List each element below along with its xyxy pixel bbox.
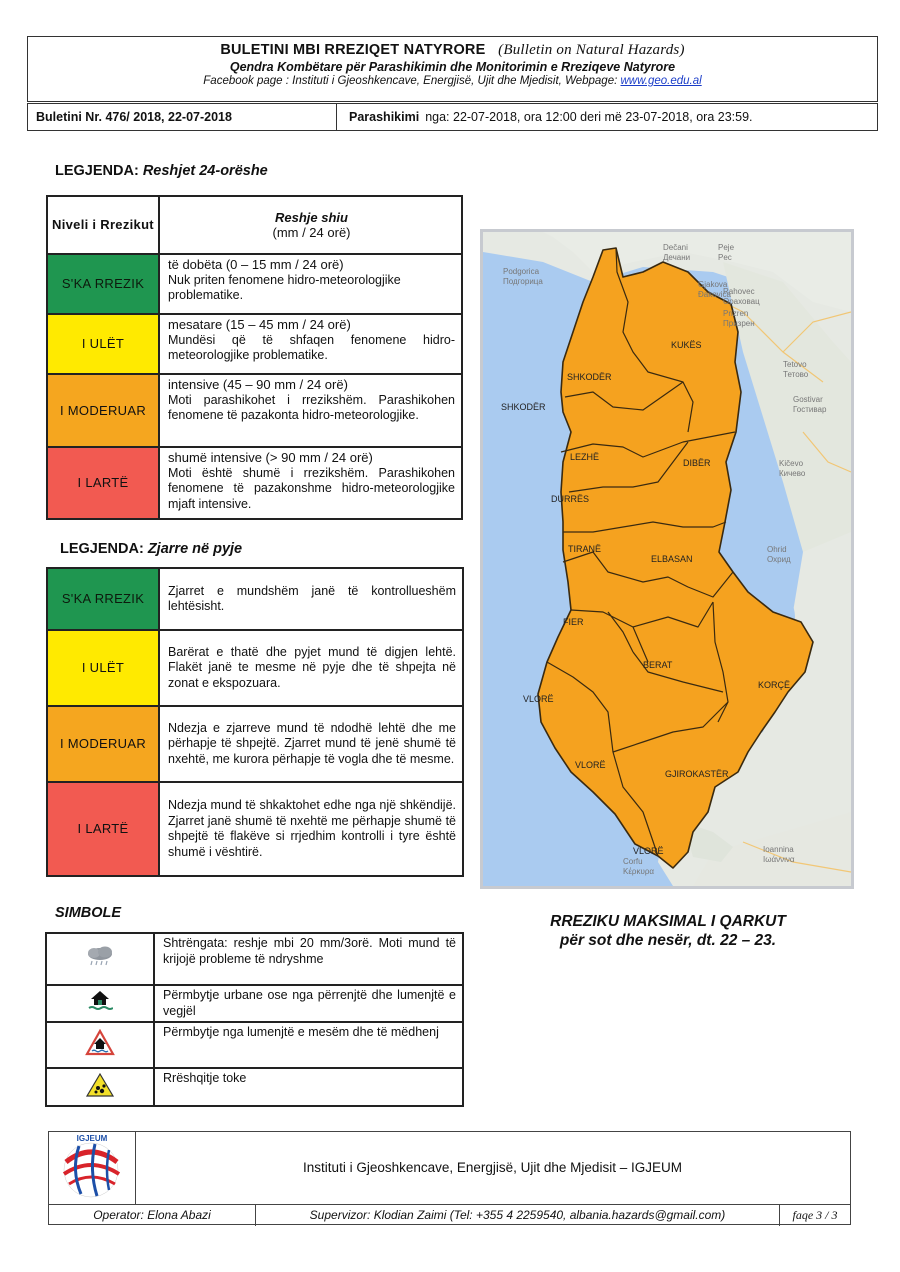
- facebook-line: Facebook page : Instituti i Gjeoshkencave, Energjisë, Ujit dhe Mjedisit, Webpage: www.geo.edu.al: [203, 75, 702, 87]
- place-gostivar: Gostivar: [793, 395, 823, 404]
- rain-level-low: I ULËT: [47, 314, 159, 374]
- label-vlore: VLORË: [523, 694, 554, 704]
- label-lezhe: LEZHË: [570, 452, 600, 462]
- bulletin-title: BULETINI MBI RREZIQET NATYRORE (Bulletin on Natural Hazards): [220, 42, 685, 58]
- place-pec: Pec: [718, 253, 732, 262]
- landslide-icon: [46, 1068, 154, 1106]
- river-flood-icon: [46, 1022, 154, 1068]
- fire-desc-moderate: Ndezja e zjarreve mund të ndodhë lehtë dhe me përhapje të shpejtë. Zjarret mund të jenë shumë të nxehtë, me kurora përhapje të vogla dhe të mesme.: [159, 706, 463, 782]
- rain-legend-table: [46, 195, 463, 520]
- place-prizren: Prizren: [723, 309, 749, 318]
- forecast-period: Parashikimi nga: 22-07-2018, ora 12:00 deri më 23-07-2018, ora 23:59.: [349, 110, 753, 124]
- fire-legend-table: [46, 567, 464, 877]
- fire-legend-title: LEGJENDA: Zjarre në pyje: [60, 541, 243, 557]
- fire-desc-high: Ndezja mund të shkaktohet edhe nga një shkëndijë. Zjarret janë shumë të nxehtë me përhapje shumë të shpejtë të flakëve si rrjedhim kontrolli i tyre është shumë i vështirë.: [159, 782, 463, 876]
- bulletin-title-en: (Bulletin on Natural Hazards): [498, 42, 685, 58]
- label-elbasan: ELBASAN: [651, 554, 693, 564]
- supervisor: Supervizor: Klodian Zaimi (Tel: +355 4 2259540, albania.hazards@gmail.com): [256, 1205, 780, 1226]
- symbols-title: SIMBOLE: [55, 905, 122, 921]
- symbol-desc-river-flood: Përmbytje nga lumenjtë e mesëm dhe të mëdhenj: [154, 1022, 463, 1068]
- label-vlore-district: VLORË: [575, 760, 606, 770]
- place-orahovac: Ораховац: [723, 297, 760, 306]
- place-dakovica: Đakovica: [698, 290, 731, 299]
- igjeum-logo: [49, 1132, 136, 1204]
- place-ohrid: Ohrid: [767, 545, 787, 554]
- label-durres: DURRËS: [551, 494, 590, 504]
- center-name: Qendra Kombëtare për Parashikimin dhe Monitorimin e Rreziqeve Natyrore: [229, 60, 676, 74]
- place-gostivar-cyr: Гостивар: [793, 405, 827, 414]
- fire-level-moderate: I MODERUAR: [47, 706, 159, 782]
- page-number: faqe 3 / 3: [792, 1208, 838, 1222]
- place-podgorica: Podgorica: [503, 267, 540, 276]
- rain-level-high: I LARTË: [47, 447, 159, 519]
- fire-desc-low: Barërat e thatë dhe pyjet mund të digjen lehtë. Flakët janë te mesme në pyje dhe të shpejta në zonat e ekspozuara.: [159, 630, 463, 706]
- rain-legend-title: LEGJENDA: Reshjet 24-orëshe: [55, 163, 268, 179]
- label-fier: FIER: [563, 617, 584, 627]
- rain-level-none: S'KA RREZIK: [47, 254, 159, 314]
- place-peje: Peje: [718, 243, 735, 252]
- fire-level-low: I ULËT: [47, 630, 159, 706]
- rain-level-moderate: I MODERUAR: [47, 374, 159, 447]
- place-tetovo-cyr: Тетово: [783, 370, 809, 379]
- bulletin-info-bar: [27, 103, 878, 131]
- label-korce: KORÇË: [758, 680, 791, 690]
- place-kicevo-cyr: Кичево: [779, 469, 806, 478]
- label-tirane: TIRANË: [568, 544, 602, 554]
- place-tetovo: Tetovo: [783, 360, 807, 369]
- fire-desc-none: Zjarret e mundshëm janë të kontrollueshëm lehtësisht.: [159, 568, 463, 630]
- place-gjakova: Gjakova: [698, 280, 728, 289]
- map-caption: RREZIKU MAKSIMAL I QARKUT për sot dhe nesër, dt. 22 – 23.: [550, 913, 786, 949]
- rain-column-header: Reshje shiu (mm / 24 orë): [159, 196, 462, 254]
- label-vlore-south: VLORË: [633, 846, 664, 856]
- place-ohrid-cyr: Охрид: [767, 555, 791, 564]
- rain-desc-moderate: intensive (45 – 90 mm / 24 orë) Moti parashikohet i rrezikshëm. Parashikohen fenomene të pazakonta hidro-meteorologjike.: [159, 374, 462, 447]
- label-shkoder-city: SHKODËR: [501, 402, 546, 412]
- footer: [48, 1131, 851, 1225]
- place-podgorica-cyr: Подгорица: [503, 277, 543, 286]
- bulletin-number: Buletini Nr. 476/ 2018, 22-07-2018: [28, 104, 337, 130]
- fire-level-none: S'KA RREZIK: [47, 568, 159, 630]
- label-berat: BERAT: [643, 660, 673, 670]
- rain-desc-none: të dobëta (0 – 15 mm / 24 orë) Nuk priten fenomene hidro-meteorologjike problematike.: [159, 254, 462, 314]
- institute-name: Instituti i Gjeoshkencave, Energjisë, Ujit dhe Mjedisit – IGJEUM: [303, 1160, 682, 1175]
- symbol-desc-urban-flood: Përmbytje urbane ose nga përrenjtë dhe lumenjtë e vegjël: [154, 985, 463, 1022]
- bulletin-header: [27, 36, 878, 102]
- place-ioannina-gr: Ιωάννινα: [763, 855, 795, 864]
- label-kukes: KUKËS: [671, 340, 702, 350]
- symbol-desc-storm: Shtrëngata: reshje mbi 20 mm/3orë. Moti mund të krijojë probleme të ndryshme: [154, 933, 463, 985]
- logo-text: IGJEUM: [76, 1134, 108, 1143]
- footer-credits: [49, 1204, 850, 1226]
- operator: Operator: Elona Abazi: [49, 1205, 256, 1226]
- storm-cloud-icon: [46, 933, 154, 985]
- place-kicevo: Kičevo: [779, 459, 804, 468]
- label-diber: DIBËR: [683, 458, 711, 468]
- rain-desc-high: shumë intensive (> 90 mm / 24 orë) Moti është shumë i rrezikshëm. Parashikohen fenomene të pazakonshme hidro-meteorologjike mjaft intensive.: [159, 447, 462, 519]
- rain-desc-low: mesatare (15 – 45 mm / 24 orë) Mundësi që të shfaqen fenomene hidro-meteorologjike problematike.: [159, 314, 462, 374]
- website-link[interactable]: www.geo.edu.al: [620, 75, 702, 87]
- place-corfu-gr: Κέρκυρα: [623, 867, 655, 876]
- place-rahovec: Rahovec: [723, 287, 755, 296]
- hazard-map-svg: [483, 232, 851, 886]
- place-prizren-cyr: Призрен: [723, 319, 755, 328]
- hazard-map: [480, 229, 854, 889]
- place-decani-cyr: Дечани: [663, 253, 691, 262]
- fire-level-high: I LARTË: [47, 782, 159, 876]
- place-decani: Dečani: [663, 243, 688, 252]
- place-corfu: Corfu: [623, 857, 643, 866]
- label-gjirokaster: GJIROKASTËR: [665, 769, 729, 779]
- symbols-table: [45, 932, 464, 1107]
- place-ioannina: Ioannina: [763, 845, 794, 854]
- urban-flood-icon: [46, 985, 154, 1022]
- symbol-desc-landslide: Rrëshqitje toke: [154, 1068, 463, 1106]
- label-shkoder: SHKODËR: [567, 372, 612, 382]
- level-column-header: Niveli i Rrezikut: [47, 196, 159, 254]
